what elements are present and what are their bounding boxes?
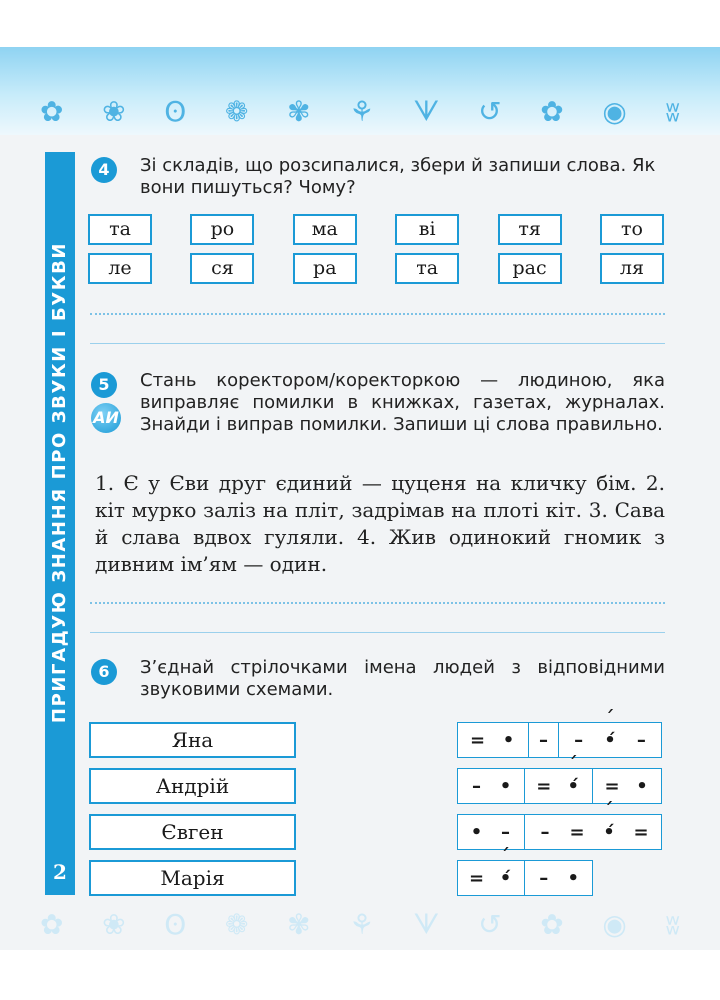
flower-icon: ✿ [540,95,564,128]
syllable-card[interactable]: ра [293,253,357,284]
sound-scheme[interactable] [457,860,593,896]
swirl-icon: ↺ [478,908,502,941]
snail-icon: ʘ [164,95,187,128]
syllable-grid [88,214,664,286]
soft-consonant-symbol: – [574,729,584,751]
grass-icon: ᗐ [413,908,440,941]
soft-consonant-symbol: – [472,775,481,797]
syllable-cell [525,768,593,804]
syllable-card[interactable]: тя [498,214,562,245]
syllable-card[interactable]: ро [190,214,254,245]
task6-number: 6 [91,659,117,685]
syllable-cell [457,814,525,850]
snail-icon: ʘ [164,908,187,941]
hard-consonant-symbol: = [468,867,485,889]
name-box-mariia[interactable]: Марія [89,860,296,896]
decor-row-bottom [40,905,680,945]
vowel-symbol: • [499,775,512,797]
hard-consonant-symbol: = [633,821,649,843]
grass-icon: ʬ [665,95,680,128]
hard-consonant-symbol: = [604,775,620,797]
task6-instruction: З’єднай стрілочками імена людей з відповідними звуковими схемами. [140,657,665,700]
task4-instruction: Зі складів, що розсипалися, збери й запиши слова. Як вони пишуться? Чому? [140,155,656,198]
soft-consonant-symbol: – [540,821,550,843]
flower-icon: ✿ [540,908,564,941]
side-title-text: ПРИГАДУЮ ЗНАННЯ ПРО ЗВУКИ І БУКВИ [49,241,71,723]
divider [90,343,665,344]
flower-icon: ❀ [102,95,126,128]
stressed-vowel-symbol: ´ •́ [565,776,581,797]
flower-icon: ✾ [287,95,311,128]
syllable-cell [529,722,559,758]
divider [90,632,665,633]
swirl-icon: ↺ [478,95,502,128]
task5-number: 5 [91,372,117,398]
syllable-cell [457,860,525,896]
circle-icon: ◉ [602,95,627,128]
vowel-symbol: • [470,821,483,843]
sprout-icon: ⚘ [349,908,375,941]
vowel-symbol: • [567,867,579,889]
soft-consonant-symbol: – [539,729,548,751]
syllable-cell [457,722,529,758]
syllable-card[interactable]: та [395,253,459,284]
answer-line[interactable] [90,602,665,604]
ai-badge-icon: АИ [91,403,121,433]
grass-icon: ᗐ [413,95,440,128]
syllable-card[interactable]: та [88,214,152,245]
syllable-card[interactable]: ле [88,253,152,284]
name-box-andrii[interactable]: Андрій [89,768,296,804]
syllable-card[interactable]: ся [190,253,254,284]
task5-instruction: Стань коректором/коректоркою — людиною, яка виправляє помилки в книжках, газетах, журналах. Знайди і виправ помилки. Запиши ці слова правильно. [140,370,665,435]
hard-consonant-symbol: = [469,729,486,751]
stressed-vowel-symbol: ´ •́ [602,730,618,751]
sound-scheme[interactable] [457,768,662,804]
sound-scheme[interactable] [457,722,662,758]
flower-icon: ✿ [40,95,64,128]
sprout-icon: ⚘ [349,95,375,128]
syllable-cell [525,860,593,896]
syllable-card[interactable]: ля [600,253,664,284]
soft-consonant-symbol: – [501,821,510,843]
syllable-cell [457,768,525,804]
flower-icon: ❁ [225,908,249,941]
name-box-yevhen[interactable]: Євген [89,814,296,850]
flower-icon: ✾ [287,908,311,941]
task4-number: 4 [91,157,117,183]
vowel-symbol: • [636,775,648,797]
decor-row-top [40,92,680,132]
side-title [45,152,75,812]
syllable-card[interactable]: то [600,214,664,245]
syllable-card[interactable]: ма [293,214,357,245]
hard-consonant-symbol: = [569,821,585,843]
hard-consonant-symbol: = [536,775,552,797]
flower-icon: ✿ [40,908,64,941]
stressed-vowel-symbol: ´ •́ [601,822,617,843]
flower-icon: ❀ [102,908,126,941]
soft-consonant-symbol: – [539,867,549,889]
stressed-vowel-symbol: ´ •́ [498,868,514,889]
circle-icon: ◉ [602,908,627,941]
vowel-symbol: • [502,729,515,751]
syllable-cell [525,814,662,850]
syllable-card[interactable]: ві [395,214,459,245]
syllable-card[interactable]: рас [498,253,562,284]
grass-icon: ʬ [665,908,680,941]
flower-icon: ❁ [225,95,249,128]
soft-consonant-symbol: – [636,729,646,751]
task5-story: 1. Є у Єви друг єдиний — цуценя на кличку бім. 2. кіт мурко заліз на пліт, задрімав на плоті кіт. 3. Сава й слава вдвох гуляли. 4. Жив одинокий гномик з дивним ім’ям — один. [95,471,665,576]
page-number: 2 [53,860,67,884]
answer-line[interactable] [90,313,665,315]
name-box-yana[interactable]: Яна [89,722,296,758]
sound-scheme[interactable] [457,814,662,850]
